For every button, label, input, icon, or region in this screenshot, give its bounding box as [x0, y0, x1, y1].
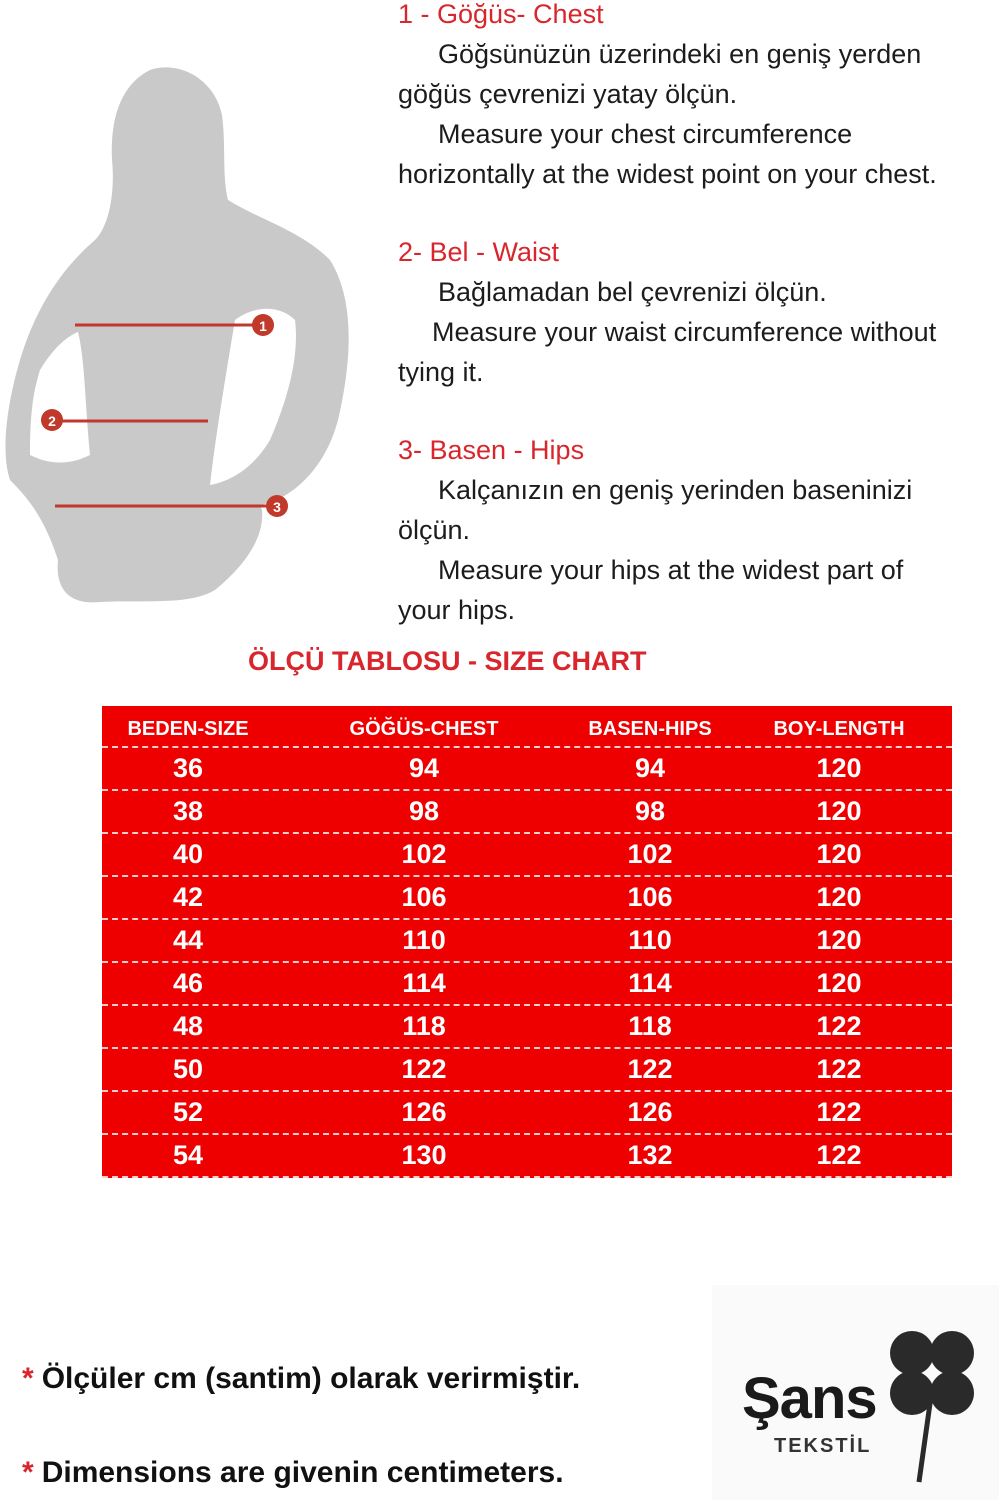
- size-cell: 42: [172, 882, 204, 912]
- table-row: [102, 791, 952, 834]
- note-english-text: Dimensions are givenin centimeters.: [41, 1456, 564, 1489]
- marker-3-label: 3: [273, 499, 281, 515]
- chest-cell: 110: [402, 925, 446, 955]
- table-row: [102, 877, 952, 920]
- hips-cell: 98: [634, 796, 666, 826]
- table-row: [102, 1006, 952, 1049]
- length-cell: 122: [816, 1097, 862, 1127]
- hips-cell: 114: [628, 968, 672, 998]
- length-cell: 122: [816, 1140, 862, 1170]
- chest-line-en-2: horizontally at the widest point on your chest.: [398, 159, 937, 189]
- chest-line-tr-2: göğüs çevrenizi yatay ölçün.: [398, 79, 738, 109]
- table-header-row: [102, 706, 952, 748]
- hips-cell: 132: [627, 1140, 673, 1170]
- column-header-chest: GÖĞÜS-CHEST: [349, 718, 499, 740]
- size-cell: 48: [172, 1011, 204, 1041]
- length-cell: 120: [816, 882, 862, 912]
- hips-cell: 94: [634, 753, 666, 783]
- brand-logo: [712, 1285, 999, 1500]
- hips-line-tr-2: ölçün.: [398, 515, 471, 545]
- hips-cell: 126: [627, 1097, 673, 1127]
- column-header-hips: BASEN-HIPS: [588, 718, 712, 740]
- size-cell: 44: [172, 925, 204, 955]
- table-row: [102, 748, 952, 791]
- length-cell: 120: [816, 968, 862, 998]
- size-cell: 52: [172, 1097, 204, 1127]
- size-cell: 50: [172, 1054, 204, 1084]
- hips-cell: 122: [627, 1054, 673, 1084]
- chest-cell: 130: [401, 1140, 447, 1170]
- hips-instructions: [398, 430, 999, 630]
- table-row: [102, 834, 952, 877]
- size-chart-title: ÖLÇÜ TABLOSU - SIZE CHART: [248, 646, 647, 676]
- note-turkish-text: Ölçüler cm (santim) olarak verirmiştir.: [41, 1362, 581, 1395]
- table-row: [102, 1135, 952, 1178]
- chest-cell: 126: [401, 1097, 447, 1127]
- hips-cell: 106: [627, 882, 673, 912]
- waist-heading: 2- Bel - Waist: [398, 237, 560, 267]
- waist-line-tr-1: Bağlamadan bel çevrenizi ölçün.: [438, 277, 827, 307]
- size-cell: 36: [172, 753, 204, 783]
- hips-cell: 102: [627, 839, 673, 869]
- asterisk-icon: *: [22, 1362, 34, 1395]
- length-cell: 120: [816, 796, 862, 826]
- size-cell: 54: [172, 1140, 204, 1170]
- hips-cell: 118: [628, 1011, 672, 1041]
- chest-cell: 106: [401, 882, 447, 912]
- column-header-size: BEDEN-SIZE: [127, 718, 249, 740]
- chest-cell: 114: [402, 968, 446, 998]
- table-row: [102, 963, 952, 1006]
- logo-subtitle: TEKSTİL: [774, 1435, 872, 1457]
- length-cell: 120: [816, 925, 862, 955]
- chest-cell: 98: [408, 796, 440, 826]
- waist-line-en-2: tying it.: [398, 357, 484, 387]
- chest-cell: 102: [401, 839, 447, 869]
- table-row: [102, 1049, 952, 1092]
- silhouette-shape: [5, 67, 348, 602]
- size-cell: 38: [172, 796, 204, 826]
- body-silhouette-figure: [0, 60, 360, 605]
- hips-line-en-1: Measure your hips at the widest part of: [438, 555, 904, 585]
- logo-wordmark: Şans: [742, 1366, 877, 1431]
- hips-heading: 3- Basen - Hips: [398, 435, 585, 465]
- chest-cell: 94: [408, 753, 440, 783]
- chest-cell: 118: [402, 1011, 446, 1041]
- hips-line-en-2: your hips.: [398, 595, 516, 625]
- chest-instructions: [398, 0, 999, 194]
- column-header-length: BOY-LENGTH: [773, 718, 905, 740]
- clover-icon: [872, 1313, 992, 1493]
- size-table: [102, 706, 952, 1178]
- marker-1-label: 1: [259, 318, 267, 334]
- length-cell: 122: [816, 1054, 862, 1084]
- marker-2-label: 2: [48, 413, 56, 429]
- length-cell: 120: [816, 839, 862, 869]
- note-turkish: [22, 1362, 580, 1396]
- chest-line-en-1: Measure your chest circumference: [438, 119, 853, 149]
- size-cell: 46: [172, 968, 204, 998]
- note-english: [22, 1456, 564, 1490]
- waist-instructions: [398, 232, 999, 392]
- size-cell: 40: [172, 839, 204, 869]
- length-cell: 122: [816, 1011, 862, 1041]
- table-row: [102, 1092, 952, 1135]
- chest-cell: 122: [401, 1054, 447, 1084]
- hips-cell: 110: [628, 925, 672, 955]
- hips-line-tr-1: Kalçanızın en geniş yerinden baseninizi: [438, 475, 913, 505]
- waist-line-en-1: Measure your waist circumference without: [432, 317, 937, 347]
- chest-line-tr-1: Göğsünüzün üzerindeki en geniş yerden: [438, 39, 922, 69]
- asterisk-icon: *: [22, 1456, 34, 1489]
- length-cell: 120: [816, 753, 862, 783]
- chest-heading: 1 - Göğüs- Chest: [398, 0, 604, 29]
- table-row: [102, 920, 952, 963]
